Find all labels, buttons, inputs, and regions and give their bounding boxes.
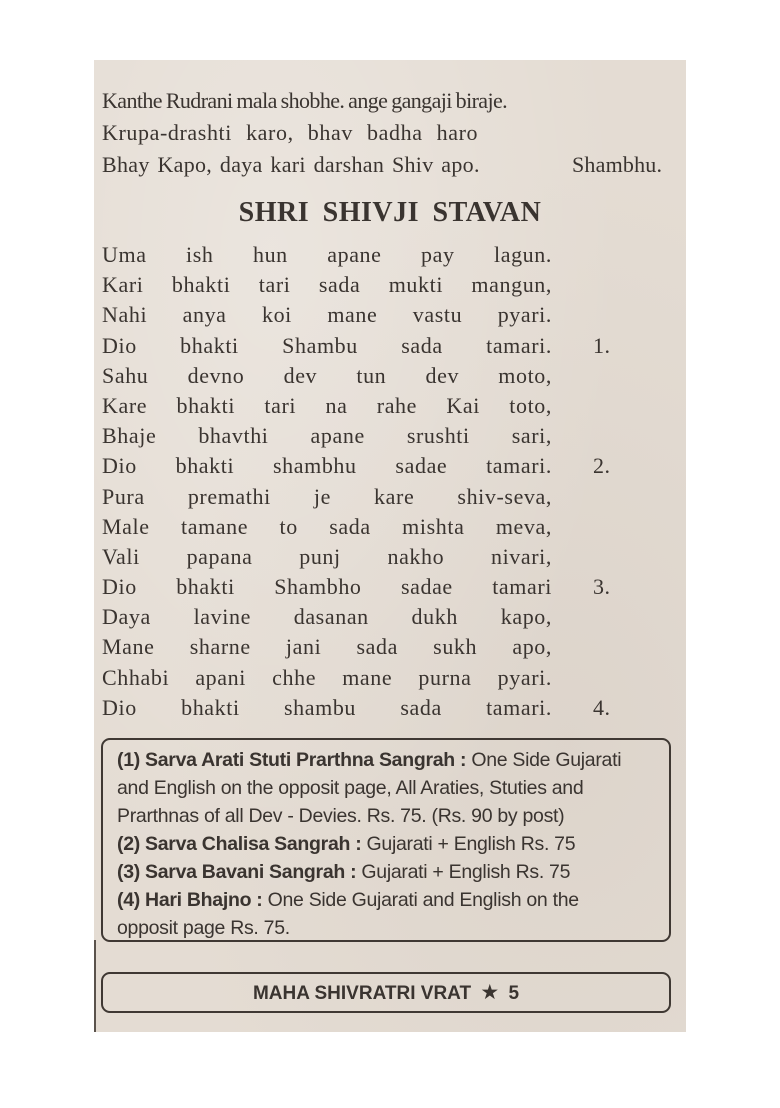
verse-text: Nahi anya koi mane vastu pyari. bbox=[102, 302, 552, 328]
ad-line bbox=[117, 914, 659, 942]
verse-text: Male tamane to sada mishta meva, bbox=[102, 513, 552, 539]
page-footer bbox=[101, 972, 671, 1013]
ad-item-text: and English on the opposit page, All Araties, Stuties and bbox=[117, 777, 584, 799]
ad-line bbox=[117, 886, 659, 914]
verse-line bbox=[102, 542, 682, 572]
verse-text: Mane sharne jani sada sukh apo, bbox=[102, 634, 552, 660]
ad-item-text: One Side Gujarati and English on the bbox=[262, 889, 579, 911]
ad-line bbox=[117, 746, 659, 774]
ad-item-title: (3) Sarva Bavani Sangrah : bbox=[117, 861, 357, 883]
ad-item-title: (2) Sarva Chalisa Sangrah : bbox=[117, 833, 362, 855]
stanza-number: 3. bbox=[593, 574, 611, 600]
verse-text: Chhabi apani chhe mane purna pyari. bbox=[102, 664, 552, 690]
verse-line bbox=[102, 300, 682, 330]
ad-line bbox=[117, 802, 659, 830]
ad-line bbox=[117, 830, 659, 858]
ad-item-text: One Side Gujarati bbox=[466, 749, 622, 771]
verse-line bbox=[102, 331, 682, 361]
verse-text: Uma ish hun apane pay lagun. bbox=[102, 242, 552, 267]
verse-text: Daya lavine dasanan dukh kapo, bbox=[102, 604, 552, 630]
intro-refrain-label: Shambhu. bbox=[572, 152, 663, 177]
intro-line: Bhay Kapo, daya kari darshan Shiv apo. bbox=[102, 152, 480, 177]
ad-line bbox=[117, 774, 659, 802]
ad-item-text: Gujarati + English Rs. 75 bbox=[356, 861, 571, 883]
stanza-number: 4. bbox=[593, 694, 611, 720]
verse-line bbox=[102, 602, 682, 632]
ad-item-title: (1) Sarva Arati Stuti Prarthna Sangrah : bbox=[117, 749, 467, 771]
page-number: 5 bbox=[508, 983, 520, 1004]
ad-item-text: opposit page Rs. 75. bbox=[117, 917, 290, 939]
verse-line bbox=[102, 512, 682, 542]
verse-text: Bhaje bhavthi apane srushti sari, bbox=[102, 423, 552, 449]
verse-text: Dio bhakti shambu sada tamari. bbox=[102, 694, 552, 720]
verse-text: Vali papana punj nakho nivari, bbox=[102, 543, 552, 569]
book-page bbox=[94, 60, 686, 1032]
verse-line bbox=[102, 451, 682, 481]
verse-line bbox=[102, 572, 682, 602]
verse-line bbox=[102, 421, 682, 451]
verse-text: Dio bhakti shambhu sadae tamari. bbox=[102, 453, 552, 479]
intro-line: Kanthe Rudrani mala shobhe. ange gangaji biraje. bbox=[102, 88, 508, 113]
ad-item-text: Prarthnas of all Dev - Devies. Rs. 75. (Rs. 90 by post) bbox=[117, 805, 565, 827]
ad-line bbox=[117, 858, 659, 886]
verse-text: Dio bhakti Shambho sadae tamari bbox=[102, 574, 552, 600]
verse-line bbox=[102, 240, 682, 270]
stanza-number: 2. bbox=[593, 453, 611, 479]
verse-line bbox=[102, 663, 682, 693]
verse-line bbox=[102, 270, 682, 300]
page-edge-shadow bbox=[94, 940, 96, 1032]
verse-text: Sahu devno dev tun dev moto, bbox=[102, 362, 552, 388]
ad-item-title: (4) Hari Bhajno : bbox=[117, 889, 263, 911]
ad-item-text: Gujarati + English Rs. 75 bbox=[361, 833, 576, 855]
verse-text: Pura premathi je kare shiv-seva, bbox=[102, 483, 552, 509]
star-icon: ★ bbox=[480, 981, 500, 1004]
stavan-verses bbox=[102, 240, 682, 723]
verse-text: Dio bhakti Shambu sada tamari. bbox=[102, 332, 552, 358]
verse-text: Kare bhakti tari na rahe Kai toto, bbox=[102, 392, 552, 418]
book-advertisement-box bbox=[101, 738, 671, 942]
footer-book-title: MAHA SHIVRATRI VRAT bbox=[252, 983, 472, 1004]
verse-line bbox=[102, 482, 682, 512]
intro-line: Krupa-drashti karo, bhav badha haro bbox=[102, 120, 479, 145]
verse-line bbox=[102, 632, 682, 662]
page-title: SHRI SHIVJI STAVAN bbox=[238, 197, 542, 228]
verse-line bbox=[102, 693, 682, 723]
verse-line bbox=[102, 391, 682, 421]
stanza-number: 1. bbox=[593, 332, 611, 358]
verse-text: Kari bhakti tari sada mukti mangun, bbox=[102, 272, 552, 298]
verse-line bbox=[102, 361, 682, 391]
